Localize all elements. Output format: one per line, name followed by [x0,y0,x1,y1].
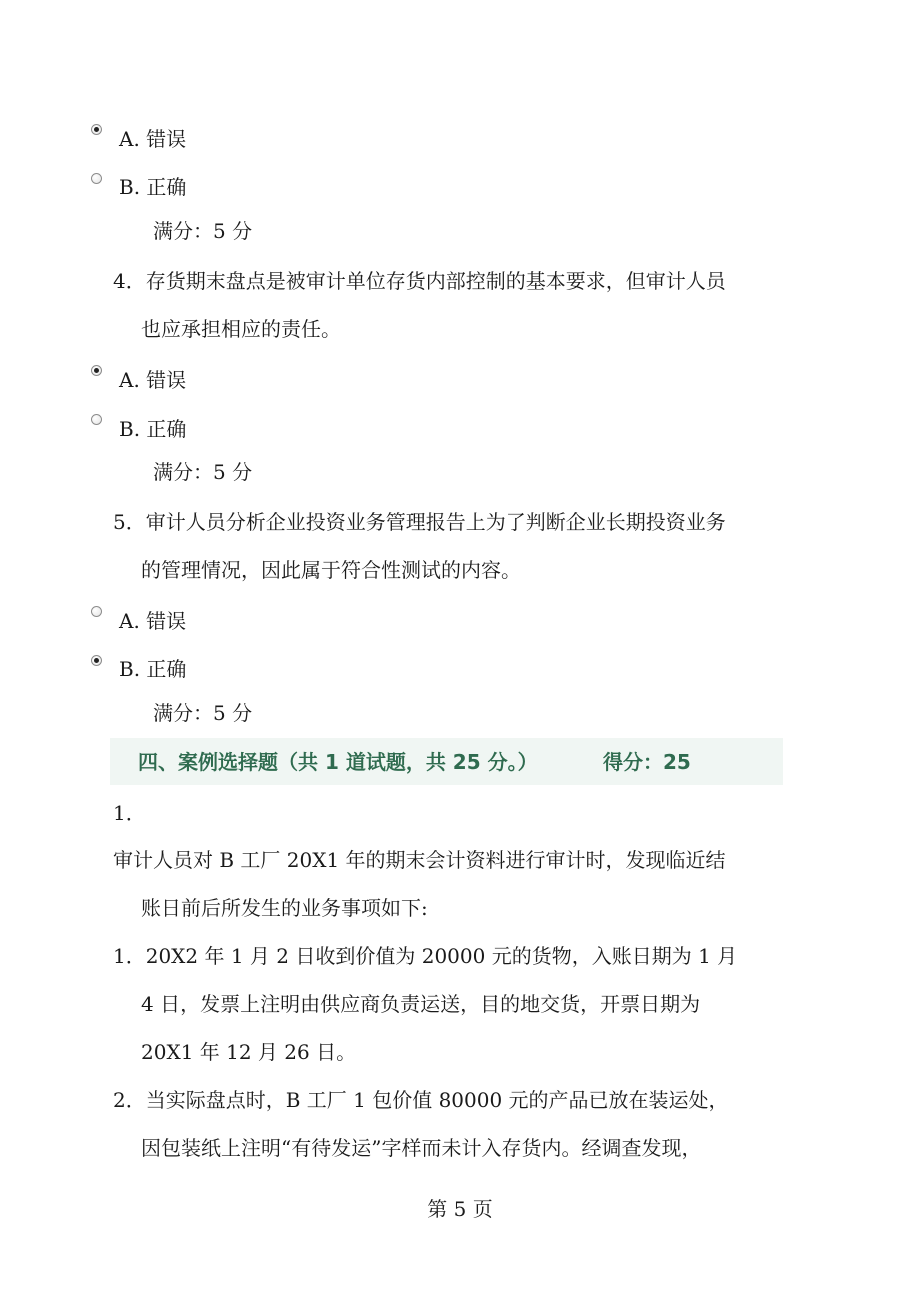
section-title: 四、案例选择题（共 1 道试题，共 25 分。） [138,750,538,774]
q4-option-a-label: A. 错误 [119,368,187,392]
q4-option-b-label: B. 正确 [119,417,187,441]
q5-option-a-radio[interactable] [91,606,102,617]
case-number: 1． [113,801,146,825]
section-score: 得分：25 [603,750,691,774]
page-number: 第 5 页 [427,1197,493,1221]
q5-score: 满分：5 分 [153,701,253,725]
case-item2-line1: 2．当实际盘点时，B 工厂 1 包价值 80000 元的产品已放在装运处， [113,1088,729,1112]
case-item2-line2: 因包装纸上注明“有待发运”字样而未计入存货内。经调查发现， [141,1136,702,1160]
q5-option-b-label: B. 正确 [119,657,187,681]
q4-text-line2: 也应承担相应的责任。 [141,317,341,341]
q3-score: 满分：5 分 [153,219,253,243]
case-item1-line1: 1．20X2 年 1 月 2 日收到价值为 20000 元的货物，入账日期为 1 月 [113,944,738,968]
case-item1-line3: 20X1 年 12 月 26 日。 [141,1040,357,1064]
q3-option-b-radio[interactable] [91,173,102,184]
q3-option-b-label: B. 正确 [119,175,187,199]
q4-score: 满分：5 分 [153,460,253,484]
case-intro-line2: 账日前后所发生的业务事项如下: [141,896,428,920]
q3-option-a-radio[interactable] [91,124,102,135]
q5-option-b-radio[interactable] [91,655,102,666]
q5-text-line1: 5．审计人员分析企业投资业务管理报告上为了判断企业长期投资业务 [113,510,726,534]
case-item1-line2: 4 日，发票上注明由供应商负责运送，目的地交货，开票日期为 [141,992,701,1016]
q3-option-a-label: A. 错误 [119,127,187,151]
case-intro-line1: 审计人员对 B 工厂 20X1 年的期末会计资料进行审计时，发现临近结 [113,848,726,872]
q5-option-a-label: A. 错误 [119,609,187,633]
q4-option-a-radio[interactable] [91,365,102,376]
q4-option-b-radio[interactable] [91,414,102,425]
q5-text-line2: 的管理情况，因此属于符合性测试的内容。 [141,558,521,582]
q4-text-line1: 4．存货期末盘点是被审计单位存货内部控制的基本要求，但审计人员 [113,269,726,293]
